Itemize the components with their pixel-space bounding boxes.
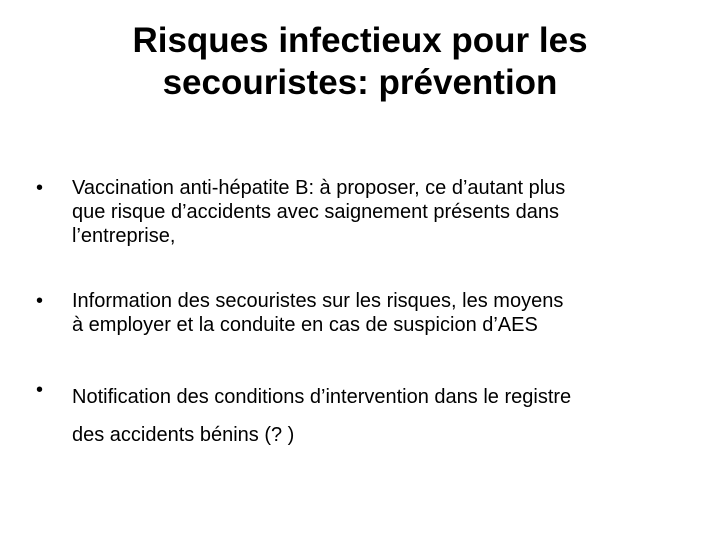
bullet-point-icon: • — [36, 177, 44, 199]
slide-title — [60, 20, 660, 104]
bullet-text-line: que risque d’accidents avec saignement présents dans — [72, 201, 559, 223]
bullet-point-icon: • — [36, 290, 44, 312]
bullet-text-line: des accidents bénins (? ) — [72, 424, 295, 446]
bullet-item-vaccination — [36, 176, 696, 248]
bullet-text-line: Notification des conditions d’intervention dans le registre — [72, 386, 572, 408]
bullet-item-notification — [36, 378, 696, 454]
bullet-list — [36, 176, 696, 454]
bullet-point-icon: • — [36, 379, 44, 401]
bullet-text-line: Vaccination anti-hépatite B: à proposer, ce d’autant plus — [72, 177, 566, 199]
bullet-text-line: l’entreprise, — [72, 225, 176, 247]
bullet-item-information — [36, 289, 696, 337]
bullet-text-line: Information des secouristes sur les risques, les moyens — [72, 290, 564, 312]
slide-title-line: secouristes: prévention — [162, 63, 558, 102]
bullet-text-line: à employer et la conduite en cas de suspicion d’AES — [72, 314, 538, 336]
slide-title-line: Risques infectieux pour les — [132, 21, 588, 60]
